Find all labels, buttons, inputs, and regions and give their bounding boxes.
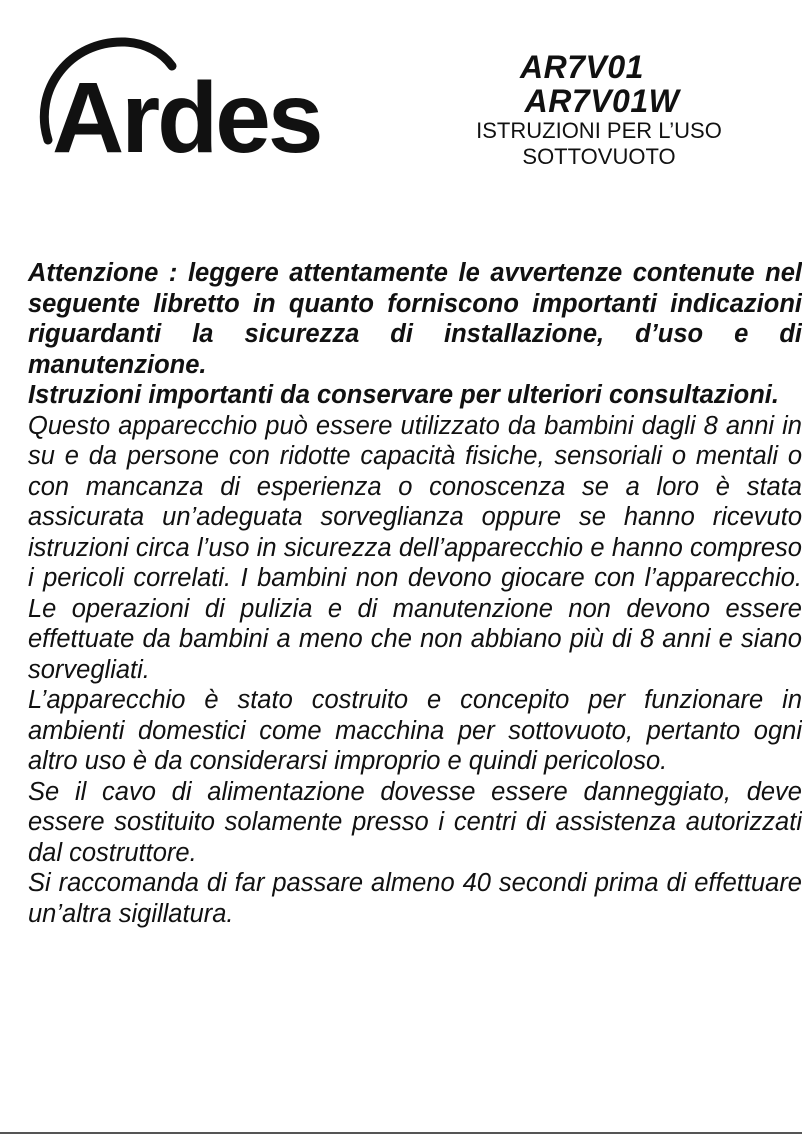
power-cord-paragraph: Se il cavo di alimentazione dovesse essere danneggiato, deve essere sostituito solamente presso i centri di assistenza autorizzati dal costruttore. [28,777,802,867]
bottom-divider [0,1132,802,1134]
children-safety-paragraph: Questo apparecchio può essere utilizzato da bambini dagli 8 anni in su e da persone con ridotte capacità fisiche, sensoriali o mentali o con mancanza di esperienza o conoscenza se a loro è stata assicurata un’adeguata sorveglianza oppure se hanno ricevuto istruzioni circa l’uso in sicurezza dell’apparecchio e hanno compreso i pericoli correlati. I bambini non devono giocare con l’apparecchio. Le operazioni di pulizia e di manutenzione non devono essere effettuate da bambini a meno che non abbiano più di 8 anni e siano sorvegliati. [28,411,802,684]
subtitle-instructions: ISTRUZIONI PER L’USO [476,118,722,143]
safety-content [28,258,802,929]
sealing-interval-paragraph: Si raccomanda di far passare almeno 40 secondi prima di effettuare un’altra sigillatura. [28,869,802,928]
model-code-1: AR7V01 [520,49,644,85]
model-code-2: AR7V01W [524,83,680,119]
subtitle-vacuum: SOTTOVUOTO [522,144,676,169]
warning-paragraph: Attenzione : leggere attentamente le avvertenze contenute nel seguente libretto in quanto forniscono importanti indicazioni riguardanti la sicurezza di installazione, d’uso e di manutenzione. [28,259,802,379]
keep-instructions-paragraph: Istruzioni importanti da conservare per ulteriori consultazioni. [28,381,779,409]
ardes-logo [30,30,350,160]
logo-wordmark: Ardes [52,62,321,160]
header-block [440,50,758,170]
intended-use-paragraph: L’apparecchio è stato costruito e concepito per funzionare in ambienti domestici come macchina per sottovuoto, pertanto ogni altro uso è da considerarsi improprio e quindi pericoloso. [28,686,802,775]
